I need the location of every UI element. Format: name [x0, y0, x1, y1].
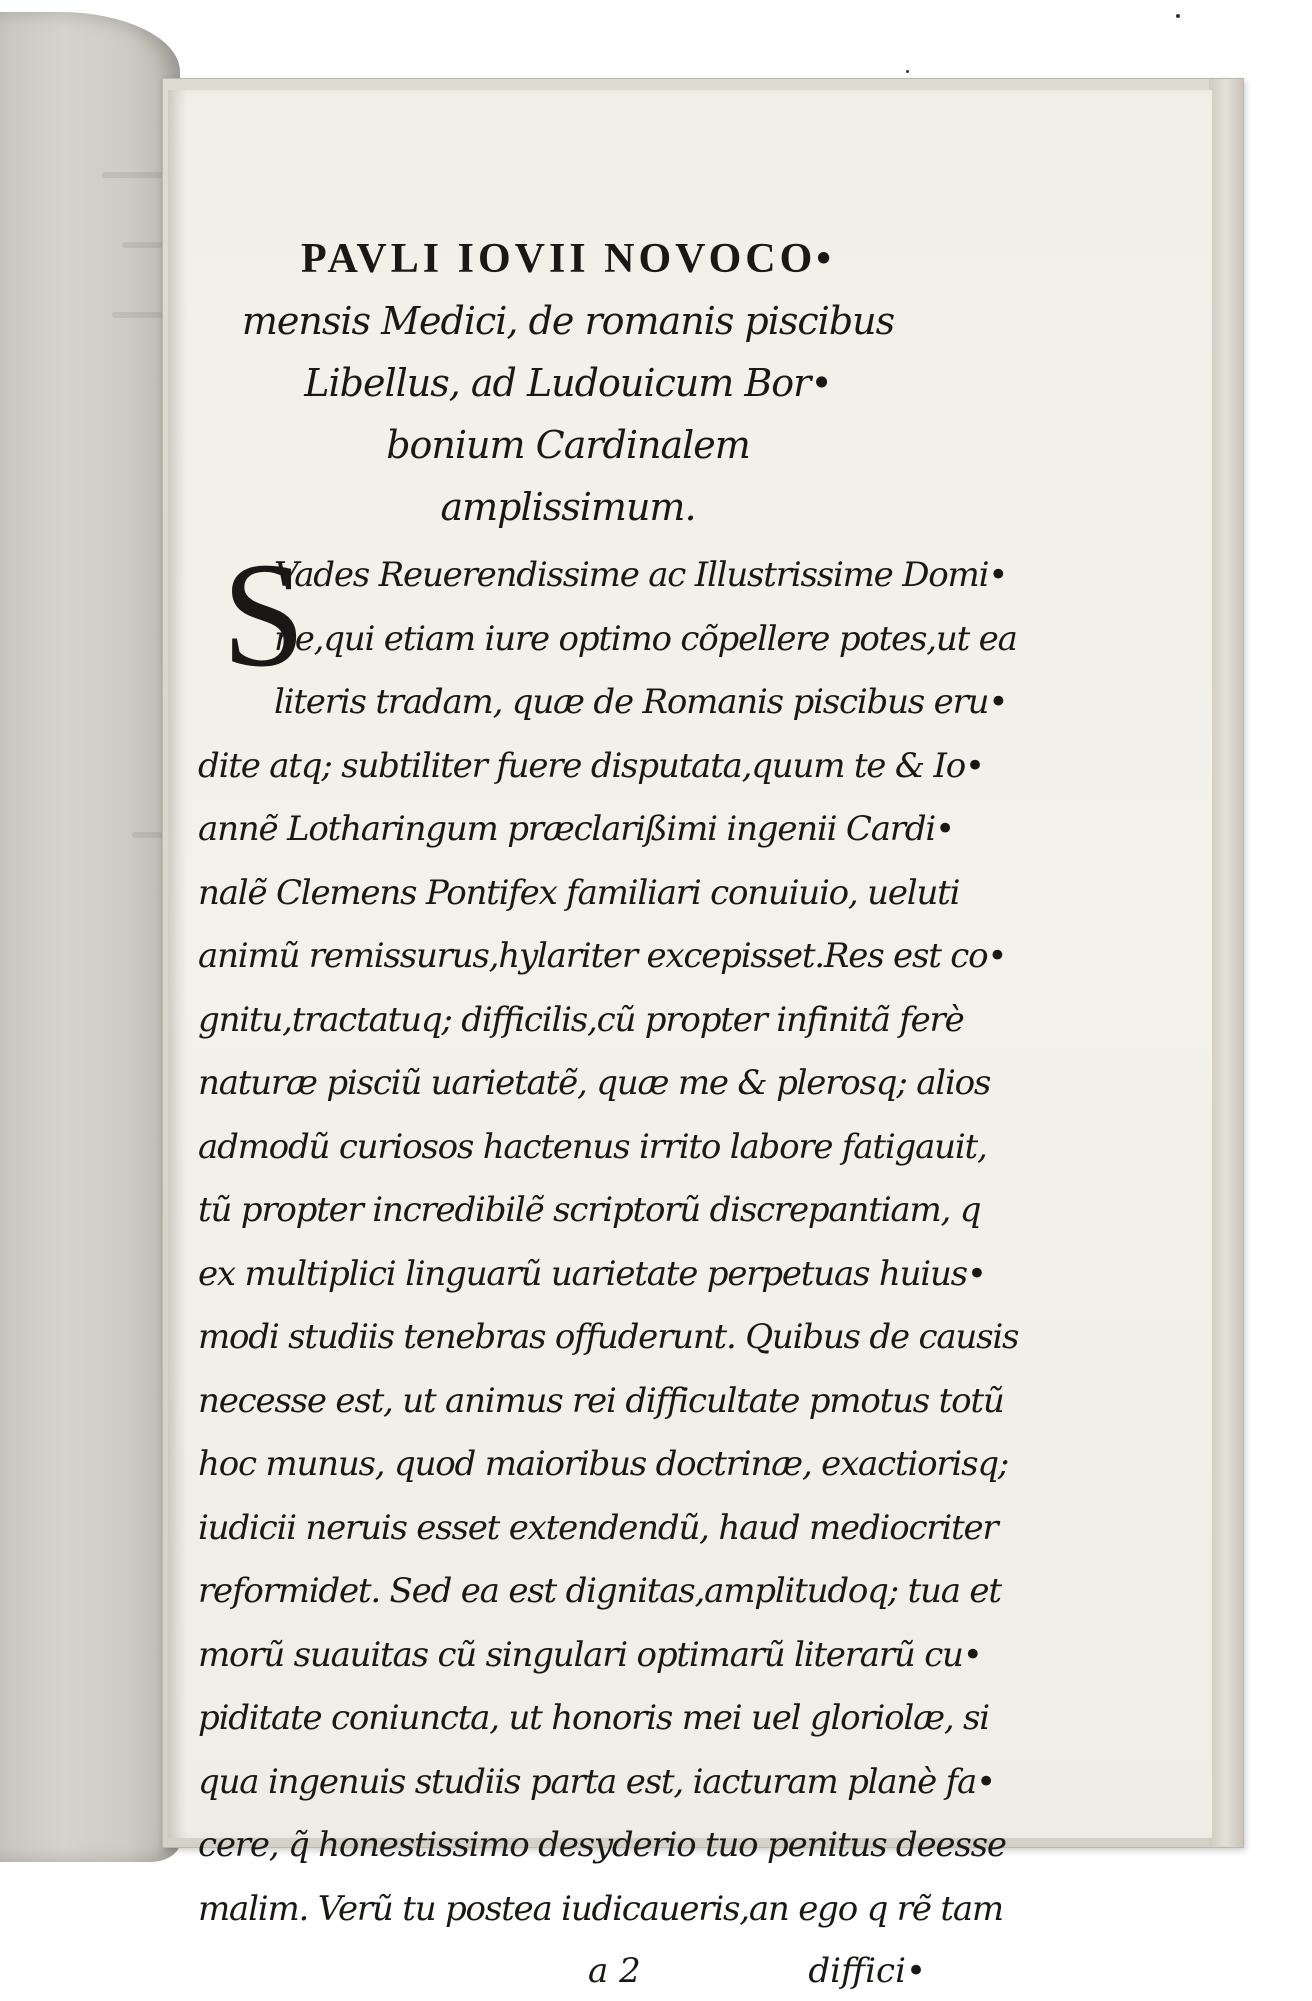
title-italic-text: Libellus, ad Ludouicum Bor•: [304, 361, 832, 405]
body-line: morũ suauitas cũ singulari optimarũ literarũ cu•: [198, 1634, 982, 1675]
title-caps-text: PAVLI IOVII NOVOCO•: [300, 236, 836, 282]
body-line: hoc munus, quod maioribus doctrinæ, exactiorisq;: [198, 1444, 1009, 1484]
body-line: naturæ pisciũ uarietatẽ, quæ me & plerosq; alios: [198, 1063, 991, 1103]
body-line: modi studiis tenebras offuderunt. Quibus de causis: [198, 1317, 1019, 1357]
cover-fore-edge: [1209, 79, 1243, 1847]
body-line: nalẽ Clemens Pontifex familiari conuiuio, ueluti: [198, 872, 960, 913]
printed-page: [168, 90, 1212, 1991]
title-italic-text: mensis Medici, de romanis piscibus: [241, 299, 895, 343]
body-line: Vades Reuerendissime ac Illustrissime Domi•: [274, 555, 1008, 595]
body-line: piditate coniuncta, ut honoris mei uel gloriolæ, si: [198, 1698, 989, 1738]
signature-mark: a 2: [588, 1951, 641, 1991]
body-line: annẽ Lotharingum præclarißimi ingenii Cardi•: [198, 809, 954, 849]
body-line: literis tradam, quæ de Romanis piscibus eru•: [274, 682, 1008, 722]
title-line-4: [198, 414, 938, 476]
title-line-3: [198, 352, 938, 414]
title-line-5: [198, 476, 938, 538]
body-line: cere, q̃ honestissimo desyderio tuo penitus deesse: [198, 1825, 1006, 1865]
title-line-2: [198, 290, 938, 352]
title-line-1: [198, 228, 938, 290]
footer-row: [198, 1941, 938, 2001]
body-text: [198, 532, 1019, 2001]
facing-left-page: [0, 12, 180, 1862]
body-line: qua ingenuis studiis parta est, iacturam planè fa•: [198, 1761, 995, 1802]
body-line: ex multiplici linguarũ uarietate perpetuas huius•: [198, 1253, 986, 1294]
title-italic-text: bonium Cardinalem: [386, 423, 750, 467]
drop-capital: S: [222, 532, 306, 698]
title-italic-text: amplissimum.: [440, 485, 696, 529]
body-line: admodũ curiosos hactenus irrito labore fatigauit,: [198, 1126, 987, 1167]
dust-speck: [1176, 14, 1180, 18]
body-line: gnitu,tractatuq; difficilis,cũ propter infinitã ferè: [198, 999, 964, 1040]
body-line: animũ remissurus,hylariter excepisset.Res est co•: [198, 936, 1007, 976]
gutter-shadow: [168, 90, 188, 1838]
body-line: reformidet. Sed ea est dignitas,amplitudoq; tua et: [198, 1571, 1001, 1611]
body-line: ne,qui etiam iure optimo cõpellere potes,ut ea: [274, 618, 1017, 659]
body-line: malim. Verũ tu postea iudicaueris,an ego q rẽ tam: [198, 1888, 1003, 1929]
body-line: iudicii neruis esset extendendũ, haud mediocriter: [198, 1507, 998, 1548]
body-line: tũ propter incredibilẽ scriptorũ discrepantiam, q: [198, 1190, 981, 1230]
body-line: dite atq; subtiliter fuere disputata,quum te & Io•: [198, 745, 984, 786]
catchword: diffici•: [808, 1951, 926, 1991]
dust-speck: [906, 70, 909, 73]
body-line: necesse est, ut animus rei difficultate pmotus totũ: [198, 1380, 1004, 1421]
text-block: [198, 228, 1019, 2001]
